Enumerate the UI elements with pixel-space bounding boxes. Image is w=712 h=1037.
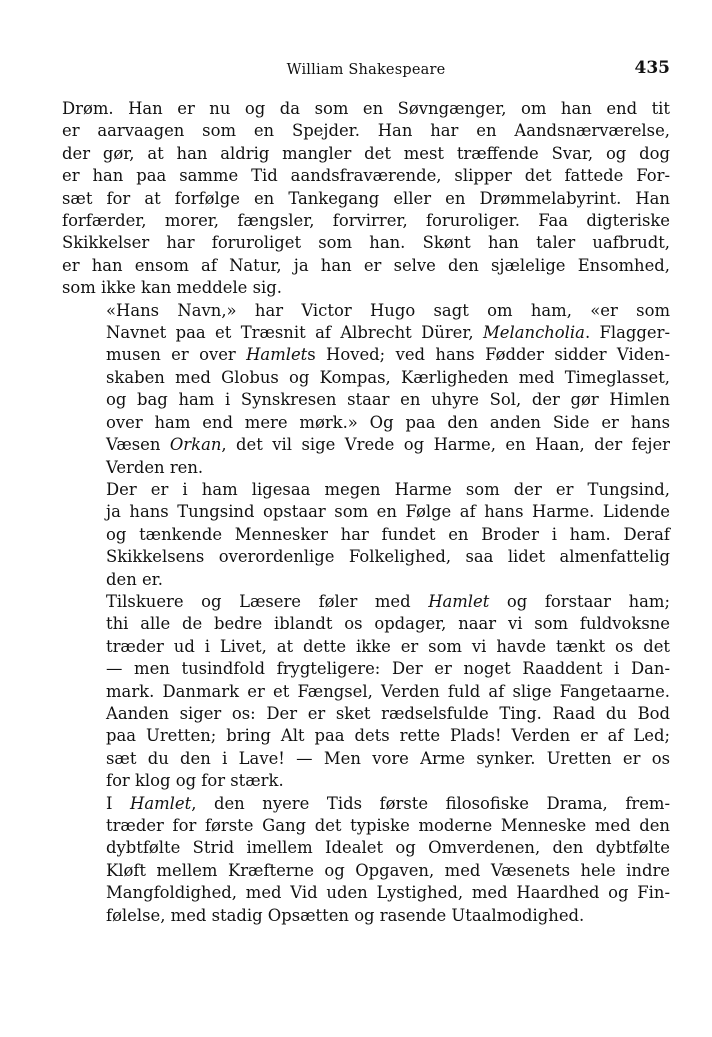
text-line: er han ensom af Natur, ja han er selve den sjælelige Ensomhed, bbox=[62, 255, 670, 275]
text-line: træder ud i Livet, at dette ikke er som vi havde tænkt os det bbox=[106, 636, 670, 656]
book-page bbox=[62, 56, 670, 927]
text-line: Skikkelser har foruroliget som han. Skønt han taler uafbrudt, bbox=[62, 233, 670, 253]
paragraph-p4 bbox=[62, 591, 670, 793]
text-line: er aarvaagen som en Spejder. Han har en Aandsnærværelse, bbox=[62, 121, 670, 141]
italic-term: Hamlet bbox=[428, 591, 490, 611]
italic-term: Hamlet bbox=[130, 793, 192, 813]
text-line: Der er i ham ligesaa megen Harme som der er Tungsind, bbox=[106, 479, 670, 499]
body-text bbox=[62, 98, 670, 927]
text-line: er han paa samme Tid aandsfraværende, slipper det fattede For- bbox=[62, 166, 670, 186]
text-line: Aanden siger os: Der er sket rædselsfulde Ting. Raad du Bod bbox=[106, 703, 670, 723]
text-line: følelse, med stadig Opsætten og rasende Utaalmodighed. bbox=[106, 905, 585, 925]
text-line: for klog og for stærk. bbox=[106, 771, 284, 791]
text-line: thi alle de bedre iblandt os opdager, naar vi som fuldvoksne bbox=[106, 614, 670, 634]
text-line: paa Uretten; bring Alt paa dets rette Plads! Verden er af Led; bbox=[106, 726, 670, 746]
text-line: «Hans Navn,» har Victor Hugo sagt om ham, «er som bbox=[106, 300, 670, 320]
running-title: William Shakespeare bbox=[286, 62, 446, 78]
text-line: dybtfølte Strid imellem Idealet og Omverdenen, den dybtfølte bbox=[106, 838, 670, 858]
text-line: Mangfoldighed, med Vid uden Lystighed, med Haardhed og Fin- bbox=[106, 883, 670, 903]
text-line: Skikkelsens overordenlige Folkelighed, saa lidet almenfattelig bbox=[106, 547, 670, 567]
text-line: Navnet paa et Træsnit af Albrecht Dürer, Melancholia. Flagger- bbox=[106, 323, 670, 343]
text-line: sæt du den i Lave! — Men vore Arme synker. Uretten er os bbox=[106, 748, 670, 768]
text-line: den er. bbox=[106, 569, 163, 589]
text-line: musen er over Hamlets Hoved; ved hans Fødder sidder Viden- bbox=[106, 345, 670, 365]
text-line: forfærder, morer, fængsler, forvirrer, foruroliger. Faa digteriske bbox=[62, 211, 670, 231]
text-line: sæt for at forfølge en Tankegang eller en Drømmelabyrint. Han bbox=[62, 188, 670, 208]
paragraph-p1 bbox=[62, 98, 670, 300]
text-line: og tænkende Mennesker har fundet en Broder i ham. Deraf bbox=[106, 524, 670, 544]
italic-term: Orkan bbox=[169, 435, 222, 455]
text-line: der gør, at han aldrig mangler det mest træffende Svar, og dog bbox=[62, 143, 670, 163]
text-line: I Hamlet, den nyere Tids første filosofiske Drama, frem- bbox=[106, 793, 670, 813]
text-line: skaben med Globus og Kompas, Kærligheden med Timeglasset, bbox=[106, 367, 670, 387]
text-line: mark. Danmark er et Fængsel, Verden fuld af slige Fangetaarne. bbox=[106, 681, 670, 701]
text-line: træder for første Gang det typiske moderne Menneske med den bbox=[106, 816, 670, 835]
text-line: Drøm. Han er nu og da som en Søvngænger, om han end tit bbox=[62, 99, 670, 118]
paragraph-p2 bbox=[62, 300, 670, 479]
page-number: 435 bbox=[634, 58, 670, 78]
text-line: Kløft mellem Kræfterne og Opgaven, med Væsenets hele indre bbox=[106, 860, 670, 880]
text-line: over ham end mere mørk.» Og paa den anden Side er hans bbox=[106, 412, 670, 432]
italic-term: Hamlet bbox=[246, 345, 308, 365]
italic-term: Melancholia bbox=[483, 323, 585, 343]
text-line: ja hans Tungsind opstaar som en Følge af hans Harme. Lidende bbox=[106, 502, 670, 522]
text-line: Verden ren. bbox=[106, 457, 204, 477]
running-header bbox=[62, 56, 670, 84]
text-line: Tilskuere og Læsere føler med Hamlet og forstaar ham; bbox=[106, 591, 670, 611]
text-line: som ikke kan meddele sig. bbox=[62, 278, 282, 298]
text-line: Væsen Orkan, det vil sige Vrede og Harme, en Haan, der fejer bbox=[106, 435, 670, 455]
paragraph-p3 bbox=[62, 479, 670, 591]
paragraph-p5 bbox=[62, 793, 670, 927]
text-line: — men tusindfold frygteligere: Der er noget Raaddent i Dan- bbox=[106, 659, 670, 679]
text-line: og bag ham i Synskresen staar en uhyre Sol, der gør Himlen bbox=[106, 390, 670, 410]
